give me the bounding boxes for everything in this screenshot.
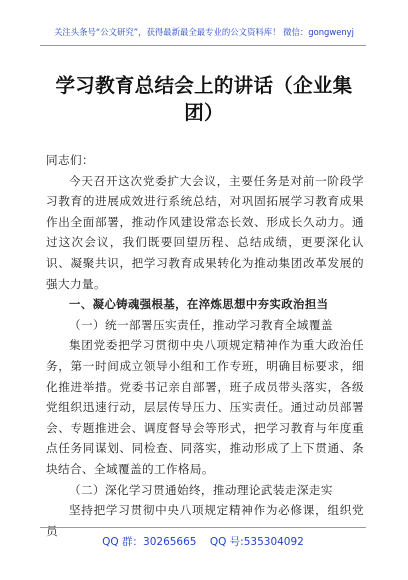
title-line-2: 团）	[184, 101, 224, 124]
footer-qq-number: QQ 号:535304092	[209, 536, 304, 548]
footer-contact	[40, 534, 366, 549]
paragraph-intro: 今天召开这次党委扩大会议，主要任务是对前一阶段学习教育的进展成效进行系统总结，对巩固拓展学习教育成果作出全面部署，推动作风建设常态长效、形成长久动力。通过这次会议，我们既要回望历程、总结成绩，更要深化认识、凝聚共识，把学习教育成果转化为推动集团改革发展的强大力量。	[46, 173, 364, 291]
title-line-1: 学习教育总结会上的讲话（企业集	[55, 74, 353, 97]
paragraph-body-2: 坚持把学习贯彻中央八项规定精神作为必修课，组织党员	[46, 503, 364, 538]
salutation: 同志们：	[46, 153, 94, 167]
header-divider	[40, 45, 366, 46]
document-body	[46, 150, 364, 541]
footer-divider	[40, 527, 366, 528]
subheading-2: （二）深化学习贯通始终，推动理论武装走深走实	[69, 482, 333, 497]
header-notice: 关注头条号“公文研究”，获得最新最全最专业的公文资料库！ 微信：gongwenyj	[54, 27, 354, 37]
subheading-1: （一）统一部署压实责任，推动学习教育全域覆盖	[69, 317, 333, 332]
section-heading-1: 一、凝心铸魂强根基，在淬炼思想中夯实政治担当	[69, 297, 329, 312]
paragraph-body-1: 集团党委把学习贯彻中央八项规定精神作为重大政治任务，第一时间成立领导小组和工作专班，明确目标要求，细化推进举措。党委书记亲自部署，班子成员带头落实，各级党组织迅速行动，层层传导压力、压实责任。通过动员部署会、专题推进会、调度督导会等形式，把学习教育与年度重点任务同谋划、同检查、同落实，推动形成了上下贯通、条块结合、全域覆盖的工作格局。	[46, 338, 364, 476]
footer-qq-group: QQ 群：30265665	[102, 536, 197, 548]
document-title	[42, 72, 366, 126]
